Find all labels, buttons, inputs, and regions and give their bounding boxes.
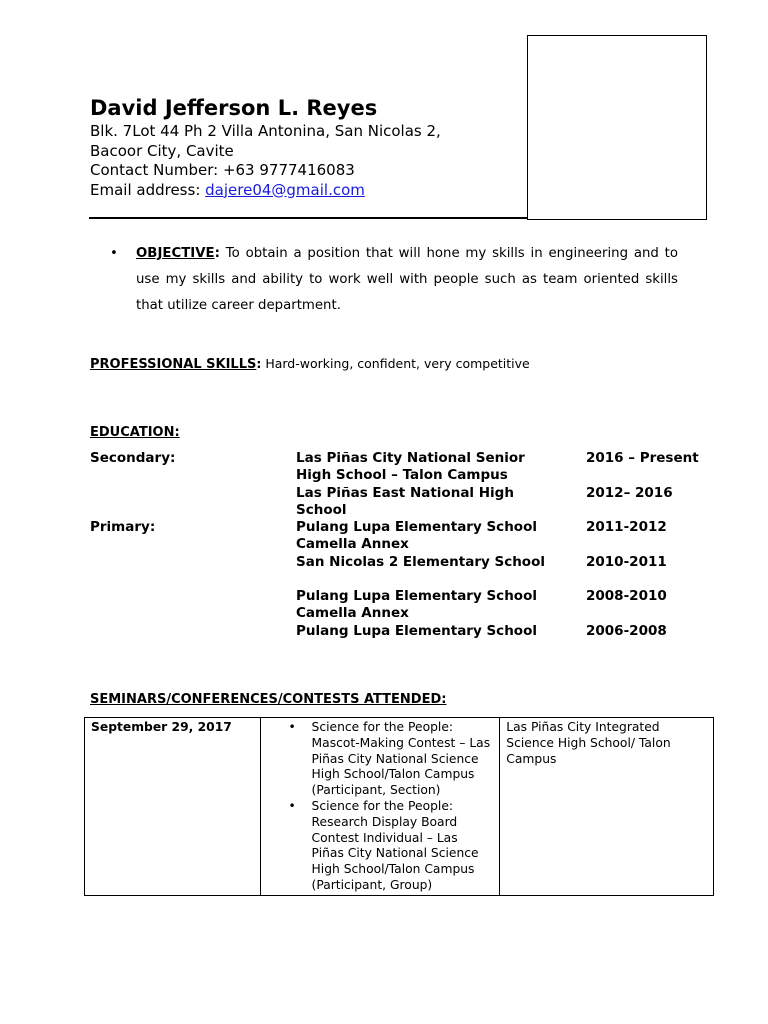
seminar-event-text: Science for the People: Research Display Board Contest Individual – Las Piñas City National Science High School/Talon Campus (Participant, Group)	[311, 798, 479, 892]
education-row	[90, 554, 730, 589]
table-row	[85, 718, 714, 896]
education-row	[90, 588, 730, 623]
education-level: Primary:	[90, 519, 156, 536]
seminar-venue: Las Piñas City Integrated Science High School/ Talon Campus	[500, 718, 714, 896]
objective-label: OBJECTIVE	[136, 246, 215, 261]
contact-number: Contact Number: +63 9777416083	[90, 161, 355, 179]
education-level: Secondary:	[90, 450, 176, 466]
email-link[interactable]: dajere04@gmail.com	[205, 180, 365, 199]
seminar-event-list	[267, 720, 494, 894]
education-years: 2006-2008	[586, 622, 667, 639]
email-line	[90, 181, 520, 201]
seminar-date: September 29, 2017	[85, 718, 261, 896]
photo-placeholder	[527, 35, 707, 220]
education-years: 2016 – Present	[586, 450, 699, 466]
education-row	[90, 623, 730, 658]
education-row	[90, 450, 730, 485]
seminars-heading: SEMINARS/CONFERENCES/CONTESTS ATTENDED:	[90, 692, 447, 707]
education-row	[90, 519, 730, 554]
education-school: San Nicolas 2 Elementary School	[296, 553, 545, 570]
education-school: Pulang Lupa Elementary School	[296, 622, 537, 639]
education-school: Las Piñas City National Senior High School – Talon Campus	[296, 450, 525, 483]
education-years: 2012– 2016	[586, 484, 673, 501]
bullet-icon: •	[110, 246, 118, 261]
resume-header	[90, 94, 520, 200]
skills-colon: :	[256, 356, 262, 371]
education-school: Pulang Lupa Elementary School Camella Annex	[296, 519, 537, 553]
education-school: Pulang Lupa Elementary School Camella Annex	[296, 588, 537, 622]
bullet-icon: •	[288, 720, 296, 734]
address-line-1: Blk. 7Lot 44 Ph 2 Villa Antonina, San Nicolas 2,	[90, 122, 441, 140]
objective-colon: :	[214, 246, 220, 261]
skills-section	[90, 355, 530, 374]
education-school: Las Piñas East National High School	[296, 484, 514, 518]
address-line-2: Bacoor City, Cavite	[90, 141, 234, 160]
objective-body	[136, 241, 678, 319]
education-heading: EDUCATION:	[90, 425, 180, 440]
seminar-events	[260, 718, 500, 896]
education-table	[90, 450, 730, 658]
seminars-table	[84, 717, 714, 896]
email-label: Email address:	[90, 180, 206, 199]
skills-label: PROFESSIONAL SKILLS	[90, 357, 257, 372]
education-years: 2008-2010	[586, 588, 667, 605]
education-years: 2011-2012	[586, 519, 667, 536]
objective-section	[110, 241, 678, 319]
applicant-name: David Jefferson L. Reyes	[90, 96, 378, 120]
list-item	[267, 799, 494, 894]
header-divider	[89, 217, 527, 219]
seminar-event-text: Science for the People: Mascot-Making Contest – Las Piñas City National Science High School/Talon Campus (Participant, Section)	[311, 720, 491, 798]
skills-text: Hard-working, confident, very competitive	[261, 356, 530, 371]
bullet-icon: •	[288, 798, 296, 813]
list-item	[267, 720, 494, 799]
objective-text: To obtain a position that will hone my skills in engineering and to use my skills and ability to work well with people such as team oriented skills that utilize career department.	[136, 246, 678, 313]
education-years: 2010-2011	[586, 553, 667, 570]
education-row	[90, 485, 730, 520]
